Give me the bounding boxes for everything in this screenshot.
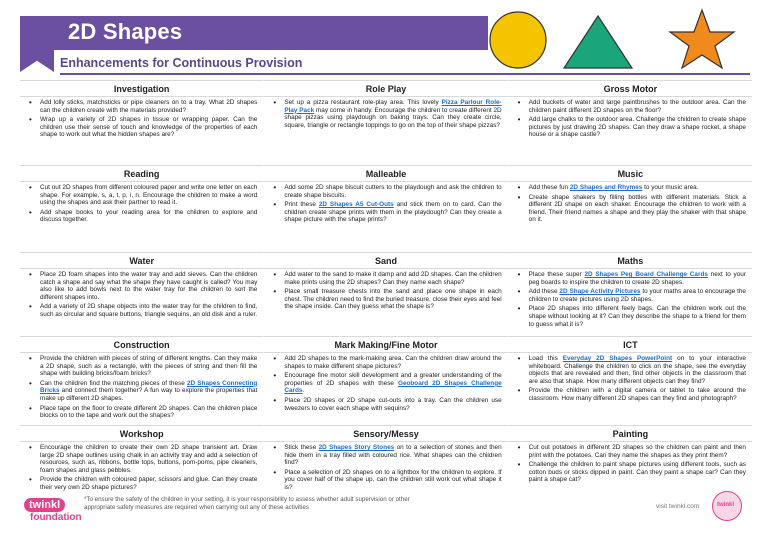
section-heading: Sand bbox=[263, 252, 507, 269]
section-heading: Sensory/Messy bbox=[263, 425, 507, 442]
list-item bbox=[270, 99, 501, 129]
activity-text: Place these super bbox=[528, 271, 585, 278]
activity-list bbox=[26, 99, 257, 139]
list-item bbox=[515, 461, 746, 484]
list-item bbox=[270, 397, 501, 412]
activity-text: Wrap up a variety of 2D shapes in tissue or wrapping paper. Can the children use their sense of touch and knowledge of the properties of each shape to work out what the hidden shapes are? bbox=[40, 116, 258, 139]
list-item bbox=[26, 184, 257, 207]
list-item bbox=[26, 476, 257, 491]
activity-list bbox=[270, 184, 501, 224]
activity-text: Create shape shakers by filling bottles with different materials. Stick a different 2D shape on each shaker. Encourage the children to work with a friend. Their friend names a shape and they play the shaker with that shape on it. bbox=[528, 193, 746, 224]
section-heading: Role Play bbox=[263, 80, 507, 97]
activity-text: Add shape books to your reading area for the children to explore and discuss together. bbox=[40, 208, 258, 224]
section-row bbox=[20, 80, 752, 165]
activity-text: . bbox=[302, 387, 305, 395]
section-activities bbox=[508, 353, 752, 425]
star-shape-icon bbox=[670, 10, 734, 68]
list-item bbox=[515, 444, 746, 459]
activity-text: Place 2D shapes into different feely bags. Can the children work out the shape without looking at it? Can they describe the shape to a friend for them to guess what it is? bbox=[528, 305, 746, 328]
list-item bbox=[515, 184, 746, 192]
list-item bbox=[270, 288, 501, 311]
list-item bbox=[515, 305, 746, 328]
activity-text: Add large chalks to the outdoor area. Challenge the children to create shape pictures by just drawing 2D shapes. Can they draw a shape rocket, a shape house or a shape castle? bbox=[528, 116, 746, 139]
list-item bbox=[26, 209, 257, 224]
activity-text: Add some 2D shape biscuit cutters to the playdough and ask the children to create shape biscuits. bbox=[284, 184, 502, 199]
activity-list bbox=[515, 444, 746, 484]
section-heading: Gross Motor bbox=[508, 80, 752, 97]
activity-text: Place tape on the floor to create different 2D shapes. Can the children place blocks on to the tape and work out the shapes? bbox=[40, 404, 258, 420]
list-item bbox=[270, 355, 501, 370]
activity-list bbox=[26, 271, 257, 319]
activity-text: Add lolly sticks, matchsticks or pipe cleaners on to a tray. What 2D shapes can the children create with the materials provided? bbox=[40, 99, 258, 114]
section-row bbox=[20, 165, 752, 252]
section-heading: Malleable bbox=[263, 165, 507, 182]
activity-list bbox=[270, 355, 501, 412]
section-activities bbox=[20, 97, 263, 165]
section-activities bbox=[508, 182, 752, 252]
activity-list bbox=[26, 184, 257, 224]
activity-text: Add these fun bbox=[528, 184, 570, 191]
activity-text: to your maths area to encourage the children to create pictures using 2D shapes. bbox=[528, 288, 746, 303]
activity-text: Add water to the sand to make it damp and add 2D shapes. Can the children make prints using the 2D shapes? Can they name each shape? bbox=[284, 271, 502, 286]
section-activities bbox=[20, 269, 263, 336]
resource-link[interactable]: Geoboard 2D Shapes Challenge Cards bbox=[284, 379, 502, 395]
activity-text: Print these bbox=[284, 201, 319, 209]
twinkl-badge-icon bbox=[712, 491, 742, 521]
list-item bbox=[26, 405, 257, 420]
section-activities bbox=[263, 269, 507, 336]
activity-text: Cut out potatoes in different 2D shapes so the children can paint and then print with the potatoes. Can they name the shapes as they print them? bbox=[528, 444, 746, 459]
section-heading: Music bbox=[508, 165, 752, 182]
list-item bbox=[26, 303, 257, 318]
resource-link[interactable]: 2D Shapes Peg Board Challenge Cards bbox=[584, 271, 708, 278]
section-heading: Mark Making/Fine Motor bbox=[263, 336, 507, 353]
activity-text: Load this bbox=[528, 355, 563, 362]
section-heading: Workshop bbox=[20, 425, 263, 442]
activity-list bbox=[515, 355, 746, 403]
badge-text: twinkl bbox=[717, 502, 735, 508]
circle-shape-icon bbox=[490, 12, 546, 68]
activity-text: Add 2D shapes to the mark-making area. Can the children draw around the shapes to make different shape pictures? bbox=[284, 355, 502, 370]
triangle-shape-icon bbox=[564, 16, 632, 68]
section-row bbox=[20, 252, 752, 336]
resource-link[interactable]: 2D Shapes Story Stones bbox=[318, 444, 395, 451]
section-heading: Investigation bbox=[20, 80, 263, 97]
activity-text: Provide the children with pieces of string of different lengths. Can they make a 2D shape, such as a rectangle, with the pieces of string and then fill the shape with building bricks/foam bricks? bbox=[40, 355, 258, 378]
list-item bbox=[26, 380, 257, 403]
activity-text: Place small treasure chests into the sand and place one shape in each chest. The children need to find the buried treasure, close their eyes and feel the shape inside. Can they guess what the shape is? bbox=[284, 288, 502, 311]
section-activities bbox=[20, 353, 263, 425]
list-item bbox=[515, 116, 746, 139]
activity-text: next to your peg boards to inspire the children to create 2D shapes. bbox=[528, 271, 746, 286]
foundation-logo-text: foundation bbox=[30, 512, 82, 523]
activity-text: Add these bbox=[528, 288, 560, 296]
resource-link[interactable]: Everyday 2D Shapes PowerPoint bbox=[562, 355, 673, 362]
section-heading: Water bbox=[20, 252, 263, 269]
list-item bbox=[515, 99, 746, 114]
resource-link[interactable]: 2D Shapes Connecting Bricks bbox=[40, 379, 258, 395]
activity-text: Place a selection of 2D shapes on to a lightbox for the children to explore. If you cover half of the shape up, can the children still work out what shape it is? bbox=[284, 468, 502, 491]
page-title: 2D Shapes bbox=[68, 19, 183, 44]
section-row bbox=[20, 336, 752, 425]
activity-list bbox=[270, 99, 501, 129]
list-item bbox=[270, 444, 501, 467]
list-item bbox=[26, 355, 257, 378]
list-item bbox=[26, 444, 257, 474]
list-item bbox=[26, 116, 257, 139]
activity-text: Place 2D shapes or 2D shape cut-outs into a tray. Can the children use tweezers to cover each shape with sequins? bbox=[284, 396, 502, 412]
section-heading: Construction bbox=[20, 336, 263, 353]
activity-list bbox=[26, 444, 257, 492]
activity-text: Add a variety of 2D shape objects into the water tray for the children to find, such as circular and square buttons, triangle sequins, an old disk and a ruler. bbox=[40, 303, 258, 318]
visit-link[interactable]: visit twinkl.com bbox=[656, 503, 700, 510]
section-activities bbox=[20, 182, 263, 252]
resource-link[interactable]: 2D Shapes A5 Cut-Outs bbox=[318, 201, 394, 209]
list-item bbox=[26, 271, 257, 301]
list-item bbox=[270, 201, 501, 224]
section-heading: Reading bbox=[20, 165, 263, 182]
activity-text: Encourage the children to create their own 2D shape transient art. Draw large 2D shape outlines using chalk in an activity tray and add a selection of resources, such as, ribbons, bottle tops, buttons, pom-poms, pipe cleaners, foam shapes and glass pebbles. bbox=[40, 444, 258, 474]
activity-list bbox=[515, 184, 746, 224]
activity-text: Set up a pizza restaurant role-play area. This lovely bbox=[284, 99, 442, 106]
section-activities bbox=[263, 182, 507, 252]
list-item bbox=[270, 271, 501, 286]
resource-link[interactable]: 2D Shapes and Rhymes bbox=[569, 184, 643, 191]
activity-list bbox=[270, 271, 501, 311]
page-subtitle: Enhancements for Continuous Provision bbox=[60, 56, 303, 70]
activity-text: Challenge the children to paint shape pictures using different tools, such as cotton buds or sticks dipped in paint. Can they paint a shape car? Can they paint a shape cat? bbox=[528, 461, 746, 484]
activity-text: Provide the children with coloured paper, scissors and glue. Can they create their very own 2D shape pictures? bbox=[40, 476, 258, 491]
provision-grid bbox=[20, 80, 752, 512]
activity-text: Add buckets of water and large paintbrushes to the outdoor area. Can the children paint different 2D shapes on the floor? bbox=[528, 99, 746, 114]
section-activities bbox=[263, 97, 507, 165]
activity-text: Provide the children with a digital camera or tablet to take around the classroom. How many different 2D shapes can they find and photograph? bbox=[528, 387, 746, 402]
activity-text: and connect them together? A fun way to explore the properties that make up different 2D shapes. bbox=[40, 387, 258, 402]
activity-text: and stick them on to card. Can the children create shape prints with them in the playdough? Can they create a shape picture with the shape prints? bbox=[284, 201, 502, 224]
activity-text: Cut out 2D shapes from different coloured paper and write one letter on each shape. For example, s, a, t, p, i, n. Encourage the children to make a word using the shapes and ask their partner to read it. bbox=[40, 184, 258, 207]
section-heading: Maths bbox=[508, 252, 752, 269]
subtitle-divider bbox=[60, 73, 750, 75]
activity-text: Place 2D foam shapes into the water tray and add sieves. Can the children catch a shape and say what the shape they have caught is called? You may also like to add bowls next to the water tray for the children to sort the different shapes into. bbox=[40, 271, 258, 301]
list-item bbox=[270, 372, 501, 395]
activity-list bbox=[515, 99, 746, 139]
activity-list bbox=[270, 444, 501, 492]
section-heading: ICT bbox=[508, 336, 752, 353]
resource-link[interactable]: Pizza Parlour Role-Play Pack bbox=[284, 99, 502, 114]
safety-disclaimer: *To ensure the safety of the children in your setting, it is your responsibility to assess whether adult supervision or other appropriate safety measures are required when carrying out any of these activities bbox=[84, 496, 410, 511]
list-item bbox=[515, 271, 746, 286]
activity-text: Encourage fine motor skill development and a greater understanding of the properties of 2D shapes with these bbox=[284, 372, 502, 387]
list-item bbox=[270, 469, 501, 492]
list-item bbox=[515, 355, 746, 385]
activity-list bbox=[26, 355, 257, 420]
list-item bbox=[515, 194, 746, 224]
list-item bbox=[515, 387, 746, 402]
list-item bbox=[26, 99, 257, 114]
section-activities bbox=[508, 97, 752, 165]
list-item bbox=[515, 288, 746, 303]
shapes-illustration bbox=[488, 6, 738, 72]
activity-text: Can the children find the matching pieces of these bbox=[40, 379, 187, 387]
list-item bbox=[270, 184, 501, 199]
section-heading: Painting bbox=[508, 425, 752, 442]
twinkl-logo[interactable]: twinkl bbox=[24, 498, 65, 512]
activity-text: on to your interactive whiteboard. Challenge the children to click on the shape, see the everyday objects that are revealed and then, find other objects in the classroom that are also that shape. How many different objects can they find? bbox=[528, 355, 746, 385]
activity-text: Stick these bbox=[284, 444, 319, 451]
resource-link[interactable]: 2D Shape Activity Pictures bbox=[559, 288, 641, 296]
section-activities bbox=[508, 269, 752, 336]
activity-text: on to a selection of stones and then hide them in a tray filled with coloured rice. What shapes can the children find? bbox=[284, 444, 502, 467]
activity-text: to your music area. bbox=[642, 184, 699, 191]
activity-text: may come in handy. Encourage the children to create different 2D shape pizzas using playdough on baking trays. Can they create circle, square, triangle or rectangle toppings to go on the top of their shape pizzas? bbox=[284, 106, 502, 129]
section-activities bbox=[263, 353, 507, 425]
activity-list bbox=[515, 271, 746, 328]
